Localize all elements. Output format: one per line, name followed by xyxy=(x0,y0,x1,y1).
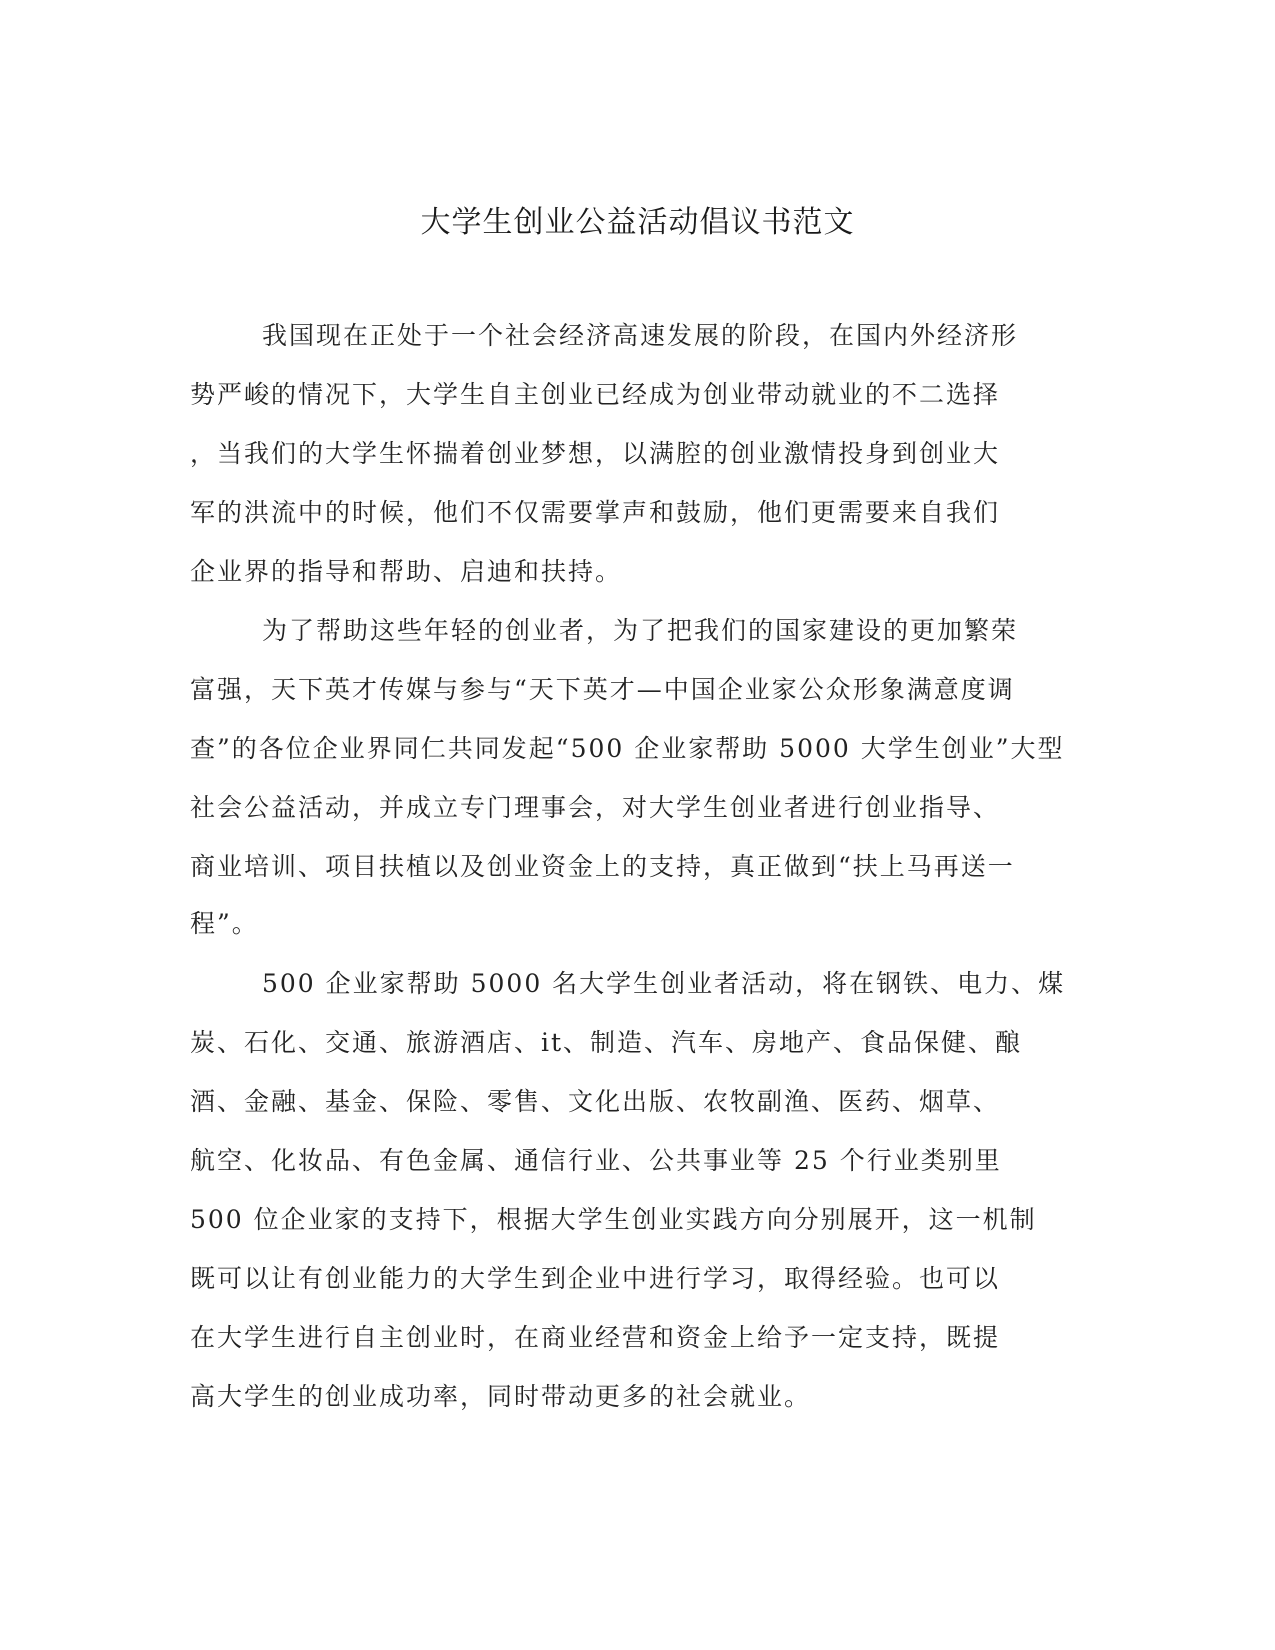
paragraph-1-line: 军的洪流中的时候，他们不仅需要掌声和鼓励，他们更需要来自我们 xyxy=(190,498,1001,527)
paragraph-2-line: 商业培训、项目扶植以及创业资金上的支持，真正做到“扶上马再送一 xyxy=(190,852,1015,881)
paragraph-2-line: 为了帮助这些年轻的创业者，为了把我们的国家建设的更加繁荣 xyxy=(262,616,1019,645)
paragraph-2-line: 富强，天下英才传媒与参与“天下英才—中国企业家公众形象满意度调 xyxy=(190,675,1015,704)
paragraph-2-line: 社会公益活动，并成立专门理事会，对大学生创业者进行创业指导、 xyxy=(190,793,1001,822)
paragraph-3-line: 既可以让有创业能力的大学生到企业中进行学习，取得经验。也可以 xyxy=(190,1264,1001,1293)
paragraph-3-line: 高大学生的创业成功率，同时带动更多的社会就业。 xyxy=(190,1382,812,1411)
paragraph-3-line: 500 企业家帮助 5000 名大学生创业者活动，将在钢铁、电力、煤 xyxy=(262,969,1066,998)
document-title: 大学生创业公益活动倡议书范文 xyxy=(420,205,855,240)
paragraph-2-line: 查”的各位企业界同仁共同发起“500 企业家帮助 5000 大学生创业”大型 xyxy=(190,734,1065,763)
paragraph-1-line: 我国现在正处于一个社会经济高速发展的阶段，在国内外经济形 xyxy=(262,321,1019,350)
paragraph-3-line: 炭、石化、交通、旅游酒店、it、制造、汽车、房地产、食品保健、酿 xyxy=(190,1028,1023,1057)
paragraph-3-line: 500 位企业家的支持下，根据大学生创业实践方向分别展开，这一机制 xyxy=(190,1205,1037,1234)
paragraph-3-line: 在大学生进行自主创业时，在商业经营和资金上给予一定支持，既提 xyxy=(190,1323,1001,1352)
paragraph-1-line: 企业界的指导和帮助、启迪和扶持。 xyxy=(190,557,623,586)
paragraph-2-line: 程”。 xyxy=(190,909,259,938)
paragraph-3-line: 航空、化妆品、有色金属、通信行业、公共事业等 25 个行业类别里 xyxy=(190,1146,1002,1175)
paragraph-1-line: ，当我们的大学生怀揣着创业梦想，以满腔的创业激情投身到创业大 xyxy=(190,439,1001,468)
paragraph-3-line: 酒、金融、基金、保险、零售、文化出版、农牧副渔、医药、烟草、 xyxy=(190,1087,1001,1116)
paragraph-1-line: 势严峻的情况下，大学生自主创业已经成为创业带动就业的不二选择 xyxy=(190,380,1001,409)
